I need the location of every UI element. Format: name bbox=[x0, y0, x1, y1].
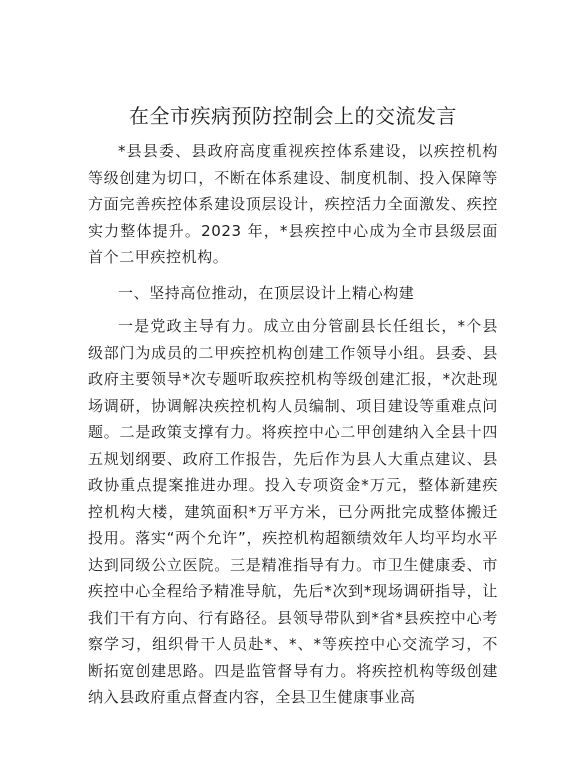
intro-paragraph: *县县委、县政府高度重视疾控体系建设，以疾控机构等级创建为切口，不断在体系建设、制度机制、投入保障等方面完善疾控体系建设顶层设计，疾控活力全面激发、疾控实力整体提升。2023 年，*县疾控中心成为全市县级层面首个二甲疾控机构。 bbox=[88, 142, 498, 266]
body-paragraph: 一是党政主导有力。成立由分管副县长任组长，*个县级部门为成员的二甲疾控机构创建工作领导小组。县委、县政府主要领导*次专题听取疾控机构等级创建汇报，*次赴现场调研，协调解决疾控机构人员编制、项目建设等重难点问题。二是政策支撑有力。将疾控中心二甲创建纳入全县十四五规划纲要、政府工作报告，先后作为县人大重点建议、县政协重点提案推进办理。投入专项资金*万元，整体新建疾控机构大楼，建筑面积*万平方米，已分两批完成整体搬迁投用。落实“两个允许”，疾控机构超额绩效年人均平均水平达到同级公立医院。三是精准指导有力。市卫生健康委、市疾控中心全程给予精准导航，先后*次到*现场调研指导，让我们干有方向、行有路径。县领导带队到*省*县疾控中心考察学习，组织骨干人员赴*、*、*等疾控中心交流学习，不断拓宽创建思路。四是监管督导有力。将疾控机构等级创建纳入县政府重点督查内容，全县卫生健康事业高 bbox=[88, 317, 498, 706]
section-heading: 一、坚持高位推动，在顶层设计上精心构建 bbox=[118, 284, 415, 302]
document-title: 在全市疾病预防控制会上的交流发言 bbox=[129, 104, 457, 128]
